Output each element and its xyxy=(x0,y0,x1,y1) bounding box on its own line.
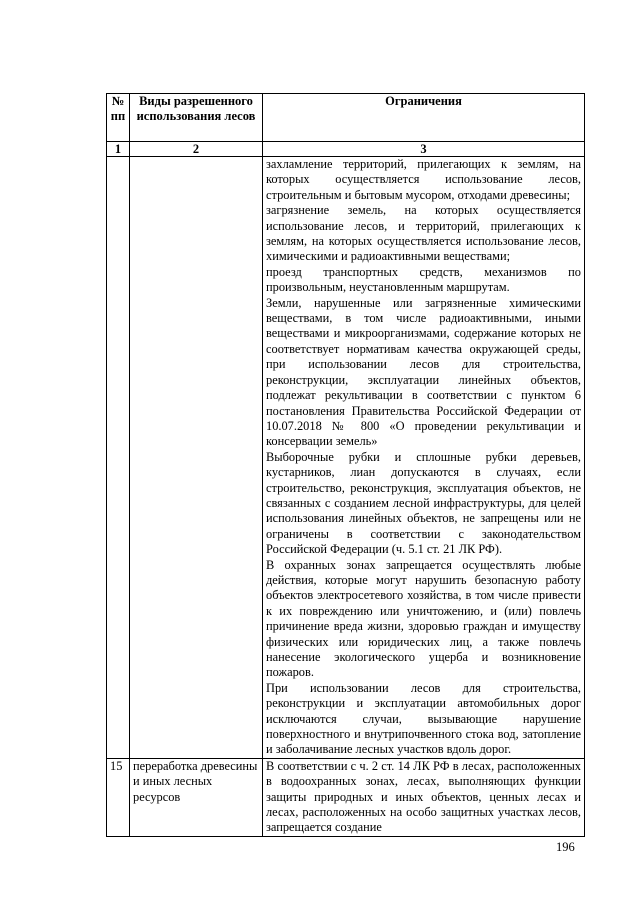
paragraph: проезд транспортных средств, механизмов по произвольным, неустановленным маршрутам. xyxy=(266,264,581,295)
paragraph: При использовании лесов для строительства, реконструкции и эксплуатации автомобильных дорог исключаются случаи, вызывающие нарушение поверхностного и внутрипочвенного стока вод, затопление и заболачивание лесных участков вдоль дорог. xyxy=(266,680,581,757)
page-number: 196 xyxy=(556,840,575,854)
col-number-2: 2 xyxy=(130,142,263,157)
header-restrictions: Ограничения xyxy=(263,94,585,142)
cell-restrictions-continued xyxy=(263,157,585,759)
header-kind: Виды разрешенного использования лесов xyxy=(130,94,263,142)
paragraph: Выборочные рубки и сплошные рубки деревьев, кустарников, лиан допускаются в случаях, если строительство, реконструкция, эксплуатация объектов, не связанных с созданием лесной инфраструктуры, для целей использования линейных объектов, не запрещены или не ограничены в соответствии с законодательством Российской Федерации (ч. 5.1 ст. 21 ЛК РФ). xyxy=(266,449,581,557)
column-numbers-row xyxy=(107,142,585,157)
paragraph: захламление территорий, прилегающих к землям, на которых осуществляется использование лесов, строительным и бытовым мусором, отходами древесины; xyxy=(266,157,581,202)
col-number-3: 3 xyxy=(263,142,585,157)
cell-kind-empty xyxy=(130,157,263,759)
cell-num-empty xyxy=(107,157,130,759)
paragraph: Земли, нарушенные или загрязненные химическими веществами, в том числе радиоактивными, иными веществами и микроорганизмами, содержание которых не соответствует нормативам качества окружающей среды, при использовании лесов для строительства, реконструкции, эксплуатации линейных объектов, подлежат рекультивации в соответствии с пунктом 6 постановления Правительства Российской Федерации от 10.07.2018 № 800 «О проведении рекультивации и консервации земель» xyxy=(266,295,581,449)
cell-kind xyxy=(130,758,263,836)
header-num: № пп xyxy=(107,94,130,142)
col-number-1: 1 xyxy=(107,142,130,157)
kind-text: переработка древесины и иных лесных ресурсов xyxy=(133,758,258,804)
paragraph: В охранных зонах запрещается осуществлять любые действия, которые могут нарушить безопасную работу объектов электросетевого хозяйства, в том числе привести к их повреждению или уничтожению, и (или) повлечь причинение вреда жизни, здоровью граждан и имуществу физических или юридических лиц, а также повлечь нанесение экологического ущерба и возникновение пожаров. xyxy=(266,557,581,680)
restrictions-table xyxy=(106,93,585,837)
table-row-continued xyxy=(107,157,585,759)
cell-restrictions xyxy=(263,758,585,836)
paragraph: В соответствии с ч. 2 ст. 14 ЛК РФ в лесах, расположенных в водоохранных зонах, лесах, выполняющих функции защиты природных и иных объектов, ценных лесах и лесах, расположенных на особо защитных участках лесов, запрещается создание xyxy=(266,758,581,835)
paragraph: загрязнение земель, на которых осуществляется использование лесов, и территорий, прилегающих к землям, на которых осуществляется использование лесов, химическими и радиоактивными веществами; xyxy=(266,203,581,264)
table-header-row xyxy=(107,94,585,142)
table-row-15 xyxy=(107,758,585,836)
cell-num: 15 xyxy=(107,758,130,836)
